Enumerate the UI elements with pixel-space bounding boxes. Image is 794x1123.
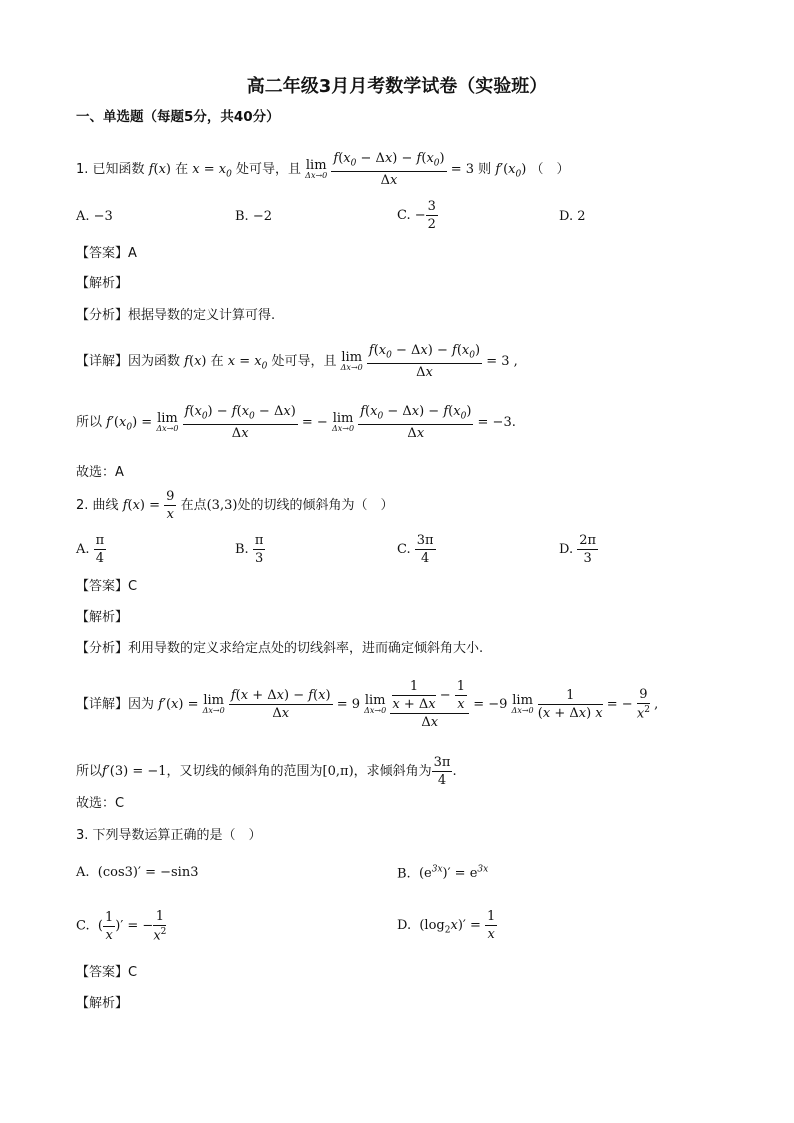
q3-option-b: B. $(e^{3x})' = e^{3x}$ [397, 865, 489, 882]
q1-detail-text2: 在 [210, 353, 224, 369]
q1-lim: lim Δx→0 [305, 157, 328, 180]
q1-choose [76, 466, 124, 479]
q1-option-c-label: C. − [397, 208, 426, 223]
q3-stem: 3. 下列导数运算正确的是（ ） [76, 828, 262, 843]
q1-choose-value: A [115, 465, 124, 480]
answer-label: 【答案】 [76, 246, 129, 261]
q1-fenxi-text: 根据导数的定义计算可得. [128, 308, 276, 323]
q3-option-d-label: D. [397, 918, 412, 933]
q3-option-c: C. ( $\frac{1}{x}$ )′ = − $\frac{1}{x^2}$ [76, 909, 167, 944]
detail-label: 【详解】 [76, 697, 129, 712]
q1-stem: 1. 已知函数 f(x) 在 $x = x_0$ 处可导，且 lim Δx→0 $\frac{f(x_0 - \Delta x) - f(x_0)}{\Delta x}$ = 3 则 $f'(x_0)$ （ ） [76, 151, 570, 188]
choose-label: 故选： [76, 796, 116, 811]
q1-analysis-label: 【解析】 [76, 276, 129, 291]
q1-answer [76, 247, 137, 260]
q1-mid3: 则 [478, 161, 492, 177]
q1-so: 所以 $f'(x_0)$ = lim Δx→0 $\frac{f(x_0) - f(x_0 - \Delta x)}{\Delta x}$ = − lim Δx→0 $\frac{f(x_0 - \Delta x) - f(x_0)}{\Delta x}$ = −3. [76, 404, 516, 441]
q2-detail: 【详解】因为 f′(x) = lim Δx→0 $\frac{f(x + \Delta x) - f(x)}{\Delta x}$ = 9 lim Δx→0 $\frac{1}{x + \Delta x}$ − $\frac{1}{x}$ Δx = −9 lim Δx→0 $\frac{1}{(x + \Delta x) x}$ = − $\frac{9}{x^2}$ , [76, 679, 659, 730]
q2-mid: 在点 [180, 498, 207, 513]
q1-detail-text3: 处可导，且 [271, 353, 337, 369]
q2-option-a: A. $\frac{\pi}{4}$ [76, 533, 105, 566]
fenxi-label: 【分析】 [76, 641, 129, 656]
q2-option-b-label: B. [235, 542, 249, 557]
q3-option-a: A. (cos3)′ = −sin3 [76, 865, 199, 880]
q2-answer [76, 580, 137, 593]
q2-detail-pre: 因为 [128, 697, 155, 712]
q2-so: 所以f′(3) = −1，又切线的倾斜角的范围为[0,π)，求倾斜角为 $\frac{3\pi}{4}$ . [76, 755, 457, 788]
q2-option-c-label: C. [397, 542, 411, 557]
q2-point: (3,3) [206, 498, 238, 513]
q2-so-pre: 所以 [76, 764, 103, 779]
q1-prefix: 1. 已知函数 [76, 161, 145, 177]
q1-option-c: C. − $\frac{3}{2}$ [397, 199, 436, 232]
page-title: 高二年级3月月考数学试卷（实验班） [246, 76, 548, 97]
q1-detail: 【详解】因为函数 f(x) 在 $x = x_0$ 处可导，且 lim Δx→0 $\frac{f(x_0 - \Delta x) - f(x_0)}{\Delta x}$ = 3 , [76, 343, 518, 380]
q3-answer-value: C [128, 965, 138, 980]
q1-option-d: D. 2 [559, 209, 586, 224]
q2-option-a-label: A. [76, 542, 90, 557]
q2-so-suf: ，求倾斜角为 [353, 764, 432, 779]
q2-analysis-label: 【解析】 [76, 610, 129, 625]
q1-mid1: 在 [175, 161, 189, 177]
choose-label: 故选： [76, 465, 116, 480]
q3-option-d: D. $(\log_2x)'$ = $\frac{1}{x}$ [397, 909, 496, 942]
q3-option-a-label: A. [76, 865, 90, 880]
fenxi-label: 【分析】 [76, 308, 129, 323]
q1-fx: f(x) [148, 161, 171, 177]
section-heading: 一、单选题（每题5分，共40分） [76, 109, 280, 125]
q3-option-c-label: C. [76, 918, 90, 934]
answer-label: 【答案】 [76, 579, 129, 594]
q1-detail-text1: 因为函数 [128, 353, 181, 369]
q1-fenxi [76, 309, 275, 322]
q1-condition-fraction: $\frac{f(x_0 - \Delta x) - f(x_0)}{\Delta x}$ [333, 151, 445, 188]
q1-paren: （ ） [530, 161, 570, 177]
q1-option-a: A. −3 [76, 209, 113, 224]
q2-option-d-label: D. [559, 542, 574, 557]
q3-option-b-label: B. [397, 866, 411, 882]
q2-so-mid: ，又切线的倾斜角的范围为 [166, 764, 323, 779]
q2-fenxi-text: 利用导数的定义求给定点处的切线斜率，进而确定倾斜角大小. [128, 641, 484, 656]
q1-option-b: B. −2 [235, 209, 272, 224]
q2-option-d: D. $\frac{2\pi}{3}$ [559, 533, 597, 566]
q2-choose [76, 797, 124, 810]
q1-so-label: 所以 [76, 414, 103, 430]
q2-answer-value: C [128, 579, 138, 594]
q2-suffix: 处的切线的倾斜角为（ ） [237, 498, 394, 513]
q3-analysis-label: 【解析】 [76, 996, 129, 1011]
q2-option-b: B. $\frac{\pi}{3}$ [235, 533, 264, 566]
q2-stem: 2. 曲线 f(x) = $\frac{9}{x}$ 在点(3,3)处的切线的倾斜角为（ ） [76, 489, 394, 522]
q1-fprime: $f'(x_0)$ [495, 161, 527, 180]
detail-label: 【详解】 [76, 353, 129, 369]
q2-prefix: 2. 曲线 [76, 498, 119, 513]
q2-fenxi [76, 642, 483, 655]
q1-mid2: 处可导，且 [236, 161, 302, 177]
q2-option-c: C. $\frac{3\pi}{4}$ [397, 533, 434, 566]
q3-answer [76, 966, 137, 979]
answer-label: 【答案】 [76, 965, 129, 980]
q2-range: [0,π) [322, 764, 354, 779]
q1-result: = −3. [477, 414, 516, 430]
q2-choose-value: C [115, 796, 125, 811]
q1-answer-value: A [128, 246, 137, 261]
q1-x-eq-x0: $x = x_0$ [192, 161, 232, 180]
